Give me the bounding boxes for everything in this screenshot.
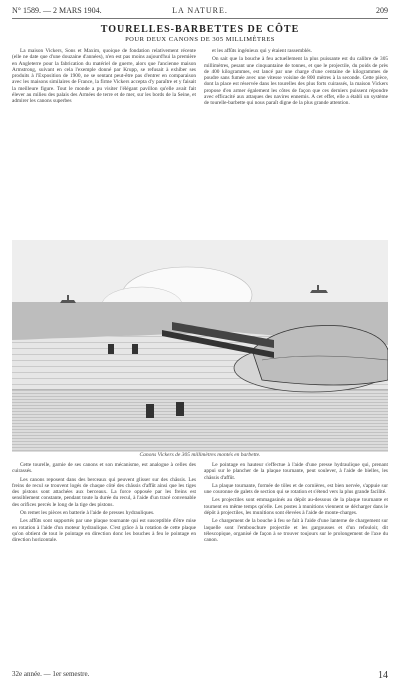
page-number: 209 <box>376 6 388 15</box>
paragraph: et les affûts ingénieux qui y étaient rassemblés. <box>212 48 312 54</box>
engraving-figure <box>12 240 388 452</box>
column-bottom-right <box>204 462 388 662</box>
paragraph: La maison Vickers, Sons et Maxim, quoique de fondation relativement récente (elle ne date que d'une douzaine d'années), n'en est pas moins aujourd'hui la première en Angleterre pour la fabrication du matériel de guerre, alors que l'ancienne maison Armstrong, suivant en cela l'exemple donné par Krupp, se refusait à exhiber ses produits à l'Exposition de 1900, ne se sentant peut-être pas d'entrer en comparaison avec les maisons similaires de France, la firme Vickers accepta d'y paraître et y faisait la meilleure figure. Tout le monde a pu visiter l'élégant pavillon qu'elle avait fait élever au milieu des palais des Armées de terre et de mer, sur les bords de la Seine, et admirer les canons superbes <box>12 48 196 105</box>
header-rule <box>12 18 388 19</box>
signature-mark: 14 <box>378 670 388 681</box>
column-top-right <box>204 48 388 234</box>
paragraph: Les projectiles sont emmagasinés au dépôt au-dessous de la plaque tournante et tournent en même temps qu'elle. Les postes à munitions viennent se décharger dans le dépôt à projectiles, les munitions sont élevées à l'aide de monte-charges. <box>204 497 388 517</box>
paragraph: Le pointage en hauteur s'effectue à l'aide d'une presse hydraulique qui, prenant appui sur le plancher de la plaque tournante, peut soulever, à l'aide de bielles, les châssis d'affût. <box>204 462 388 481</box>
page-footer <box>12 670 388 682</box>
paragraph: La plaque tournante, formée de tôles et de cornières, est bien nervée, s'appuie sur une couronne de galets de section qui se rotation et s'étend vers la plus grande facilité. <box>204 482 388 496</box>
paragraph: Le chargement de la bouche à feu se fait à l'aide d'une lanterne de chargement sur laquelle sont l'embouchure projectile et les gargousses et d'un refouloir, dit télescopique, organisé de façon à se trouver toujours sur le prolongement de l'axe du canon. <box>204 518 388 544</box>
issue-number: N° 1589. — 2 MARS 1904. <box>12 6 102 15</box>
paragraph: Les canons reposent dans des berceaux qui peuvent glisser sur des châssis. Les freins de recul se trouvent logés de chaque côté des châssis d'affût ainsi que les tiges des pistons sont attachées aux berceaux. La force opposée par les freins est sensiblement constante, pendant toute la durée du recul, à l'aide d'un tracé convenable des orifices percés le long de la tige des pistons. <box>12 476 196 508</box>
figure-caption: Canons Vickers de 305 millimètres montés en barbette. <box>139 452 261 458</box>
volume-year: 32e année. — 1er semestre. <box>12 670 90 678</box>
paragraph: On remet les pièces en batterie à l'aide de presses hydrauliques. <box>20 510 155 517</box>
article-subtitle: POUR DEUX CANONS DE 305 MILLIMÈTRES <box>125 36 275 43</box>
article-title: TOURELLES-BARBETTES DE CÔTE <box>100 24 300 35</box>
journal-name: LA NATURE. <box>172 6 228 15</box>
column-top-left <box>12 48 196 234</box>
paragraph: Cette tourelle, garnie de ses canons et son mécanisme, est analogue à celles des cuirassés. <box>12 462 196 475</box>
turret-illustration <box>12 240 388 452</box>
column-bottom-left <box>12 462 196 662</box>
paragraph: Les affûts sont supportés par une plaque tournante qui est susceptible d'être mise en rotation à l'aide d'un moteur hydraulique. C'est grâce à la rotation de cette plaque qu'on obtient de tout le pointage en direction donc les bouches à feu le pointage en direction horizontale. <box>12 518 196 544</box>
page-header <box>12 4 388 18</box>
paragraph: On sait que la bouche à feu actuellement la plus puissante est du calibre de 305 millimètres, pesant une cinquantaine de tonnes, et que le projectile, du poids de près de 400 kilogrammes, est lancé par une charge d'une centaine de kilogrammes de poudre sans fumée avec une vitesse voisine de 800 mètres à la seconde. Cette pièce, dont la place est réservée dans les tourelles des plus forts cuirassés, la maison Vickers propose d'en armer également les côtes de façon que ces derniers puissent répondre avec efficacité aux attaques des navires ennemis. A cet effet, elle a établi un système de tourelle-barbette qui nous paraît digne de la plus grande attention. <box>204 56 388 107</box>
